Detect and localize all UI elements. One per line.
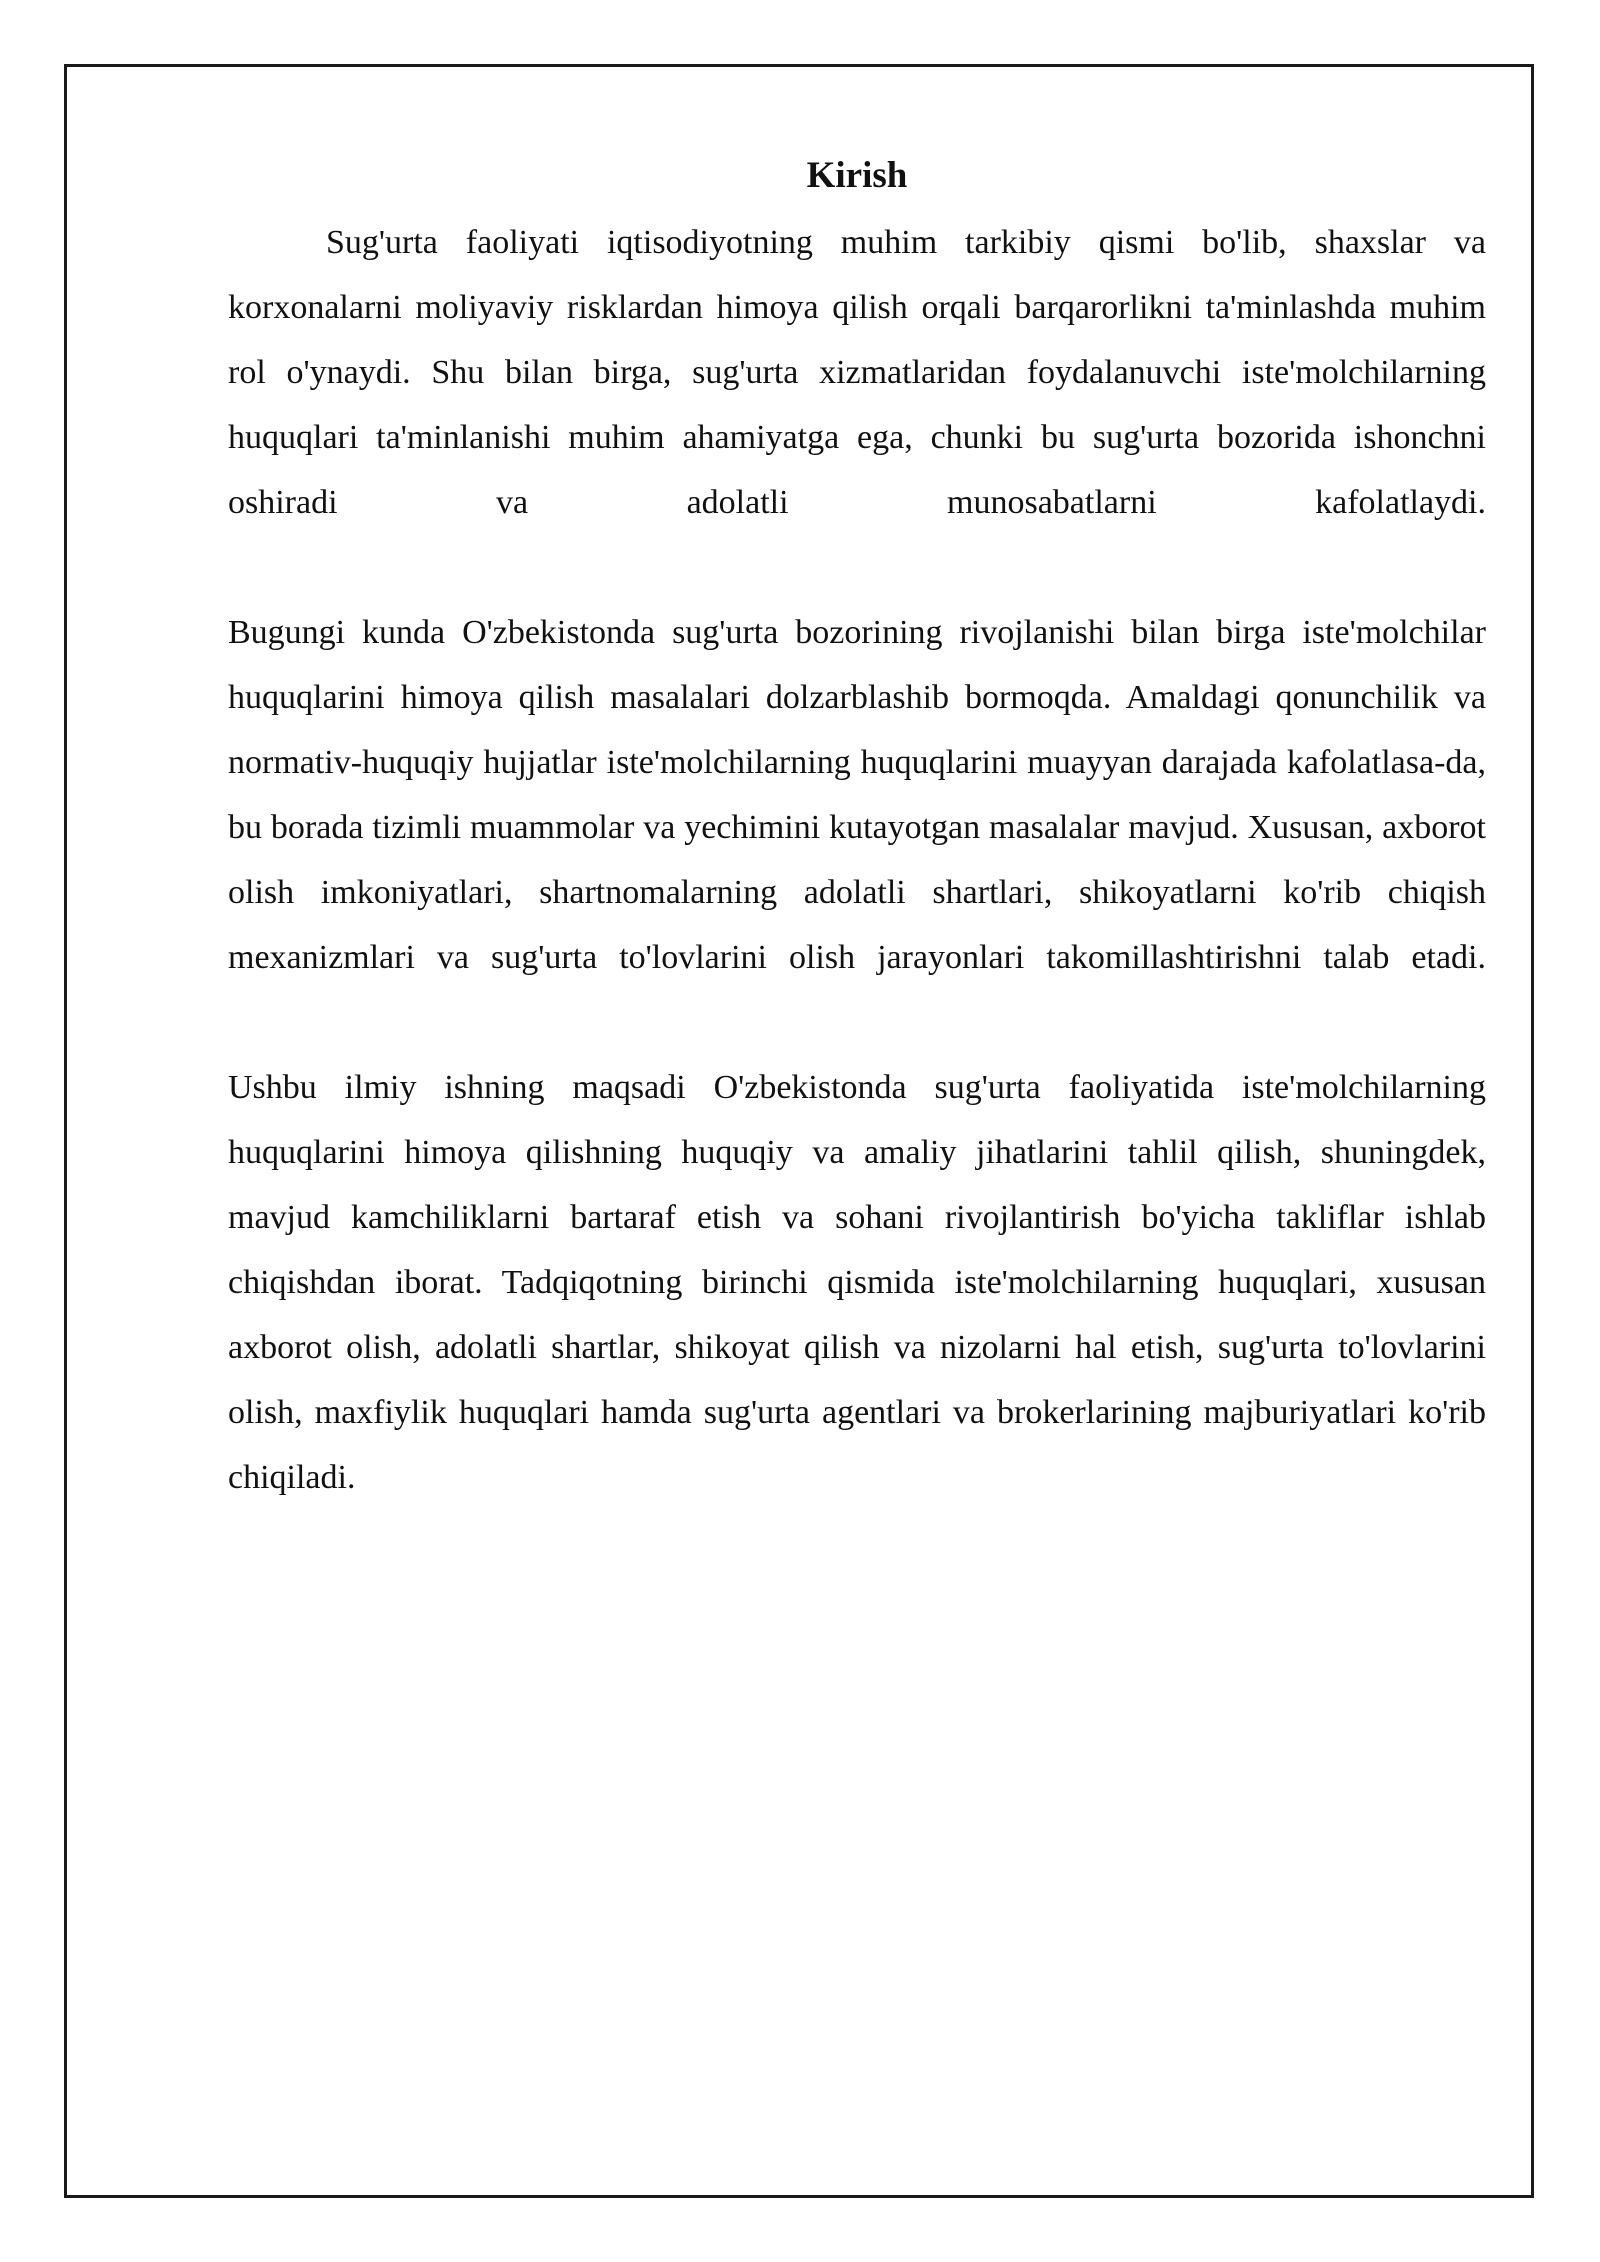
paragraph-1: Sug'urta faoliyati iqtisodiyotning muhim tarkibiy qismi bo'lib, shaxslar va korxonalarni moliyaviy risklardan himoya qilish orqali barqarorlikni ta'minlashda muhim rol o'ynaydi. Shu bilan birga, sug'urta xizmatlaridan foydalanuvchi iste'molchilarning huquqlari ta'minlanishi muhim ahamiyatga ega, chunki bu sug'urta bozorida ishonchni oshiradi va adolatli munosabatlarni kafolatlaydi. xyxy=(228,224,1486,521)
paragraph-2: Bugungi kunda O'zbekistonda sug'urta bozorining rivojlanishi bilan birga iste'molchilar huquqlarini himoya qilish masalalari dolzarblashib bormoqda. Amaldagi qonunchilik va normativ-huquqiy hujjatlar iste'molchilarning huquqlarini muayyan darajada kafolatlasa-da, bu borada tizimli muammolar va yechimini kutayotgan masalalar mavjud. Xususan, axborot olish imkoniyatlari, shartnomalarning adolatli shartlari, shikoyatlarni ko'rib chiqish mexanizmlari va sug'urta to'lovlarini olish jarayonlari takomillashtirishni talab etadi. xyxy=(228,614,1486,976)
paragraph-3: Ushbu ilmiy ishning maqsadi O'zbekistonda sug'urta faoliyatida iste'molchilarning huquqlarini himoya qilishning huquqiy va amaliy jihatlarini tahlil qilish, shuningdek, mavjud kamchiliklarni bartaraf etish va sohani rivojlantirish bo'yicha takliflar ishlab chiqishdan iborat. Tadqiqotning birinchi qismida iste'molchilarning huquqlari, xususan axborot olish, adolatli shartlar, shikoyat qilish va nizolarni hal etish, sug'urta to'lovlarini olish, maxfiylik huquqlari hamda sug'urta agentlari va brokerlarining majburiyatlari ko'rib chiqiladi. xyxy=(228,1069,1486,1496)
document-title: Kirish xyxy=(806,155,908,196)
paragraph-gap xyxy=(228,990,1486,1055)
paragraph-gap xyxy=(228,535,1486,600)
document-body xyxy=(228,150,1486,1510)
